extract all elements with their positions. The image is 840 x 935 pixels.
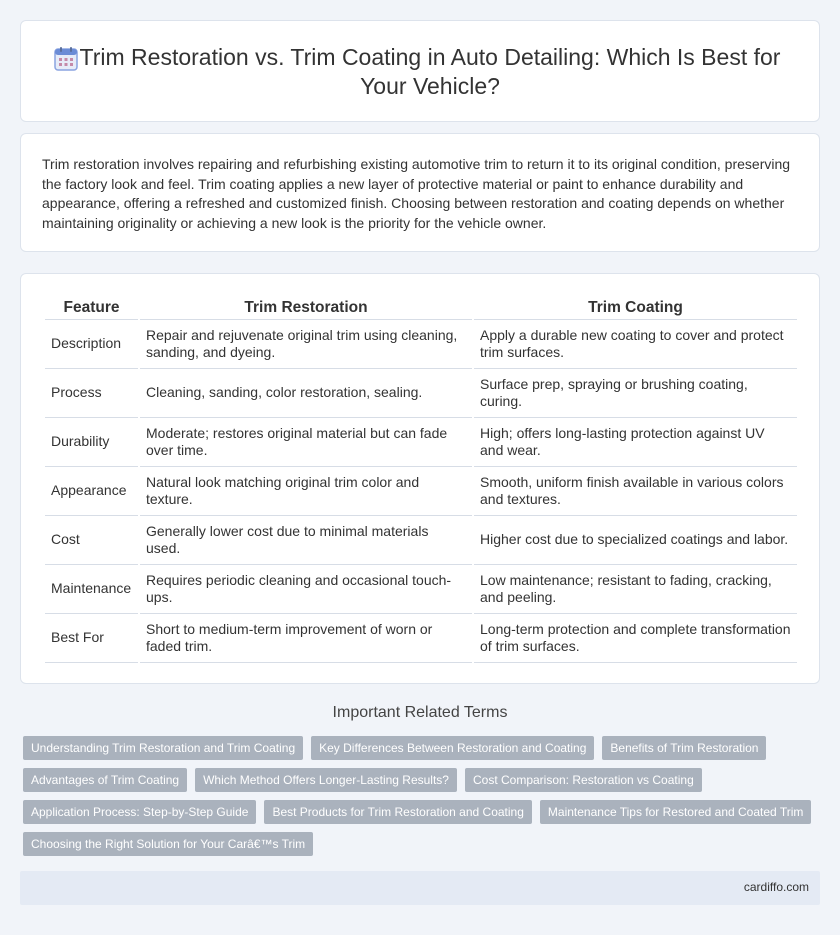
feature-cell: Best For: [45, 614, 138, 663]
footer: [20, 871, 820, 905]
feature-cell: Durability: [45, 418, 138, 467]
coating-cell: Smooth, uniform finish available in various colors and textures.: [474, 467, 797, 516]
feature-cell: Cost: [45, 516, 138, 565]
restoration-cell: Natural look matching original trim color and texture.: [140, 467, 472, 516]
coating-cell: Surface prep, spraying or brushing coating, curing.: [474, 369, 797, 418]
related-term-tag[interactable]: Maintenance Tips for Restored and Coated Trim: [540, 800, 811, 824]
related-terms-list: [23, 736, 823, 864]
feature-cell: Maintenance: [45, 565, 138, 614]
intro-card: [20, 133, 820, 252]
footer-site[interactable]: cardiffo.com: [743, 880, 809, 894]
tag-row: [23, 736, 823, 760]
related-term-tag[interactable]: Understanding Trim Restoration and Trim Coating: [23, 736, 303, 760]
restoration-cell: Generally lower cost due to minimal materials used.: [140, 516, 472, 565]
related-terms-title: Important Related Terms: [332, 704, 508, 721]
restoration-cell: Requires periodic cleaning and occasional touch-ups.: [140, 565, 472, 614]
coating-cell: Low maintenance; resistant to fading, cracking, and peeling.: [474, 565, 797, 614]
header-trim-coating: Trim Coating: [474, 296, 797, 320]
table-row: [45, 369, 797, 418]
header-feature: Feature: [45, 296, 138, 320]
table-row: [45, 467, 797, 516]
coating-cell: Long-term protection and complete transformation of trim surfaces.: [474, 614, 797, 663]
coating-cell: High; offers long-lasting protection against UV and wear.: [474, 418, 797, 467]
tag-row: [23, 800, 823, 824]
restoration-cell: Repair and rejuvenate original trim using cleaning, sanding, and dyeing.: [140, 320, 472, 369]
table-row: [45, 614, 797, 663]
table-row: [45, 320, 797, 369]
related-term-tag[interactable]: Key Differences Between Restoration and Coating: [311, 736, 594, 760]
header-card: [20, 20, 820, 122]
page-title: Trim Restoration vs. Trim Coating in Auto Detailing: Which Is Best for Your Vehicle?: [79, 44, 781, 99]
tag-row: [23, 768, 823, 792]
comparison-table: [43, 296, 799, 663]
table-header-row: [45, 296, 797, 320]
table-row: [45, 565, 797, 614]
related-term-tag[interactable]: Best Products for Trim Restoration and Coating: [264, 800, 531, 824]
related-term-tag[interactable]: Cost Comparison: Restoration vs Coating: [465, 768, 702, 792]
feature-cell: Appearance: [45, 467, 138, 516]
related-term-tag[interactable]: Advantages of Trim Coating: [23, 768, 187, 792]
related-term-tag[interactable]: Which Method Offers Longer-Lasting Results?: [195, 768, 457, 792]
related-term-tag[interactable]: Application Process: Step-by-Step Guide: [23, 800, 256, 824]
table-row: [45, 418, 797, 467]
coating-cell: Higher cost due to specialized coatings and labor.: [474, 516, 797, 565]
header-trim-restoration: Trim Restoration: [140, 296, 472, 320]
intro-paragraph: Trim restoration involves repairing and refurbishing existing automotive trim to return it to its original condition, preserving the factory look and feel. Trim coating applies a new layer of protective material or paint to enhance durability and appearance, offering a refreshed and customized finish. Choosing between restoration and coating depends on whether maintaining originality or achieving a new look is the priority for the vehicle owner.: [42, 156, 791, 231]
restoration-cell: Moderate; restores original material but can fade over time.: [140, 418, 472, 467]
feature-cell: Process: [45, 369, 138, 418]
comparison-card: [20, 273, 820, 684]
related-term-tag[interactable]: Benefits of Trim Restoration: [602, 736, 766, 760]
tag-row: [23, 832, 823, 856]
related-term-tag[interactable]: Choosing the Right Solution for Your Carâ€™s Trim: [23, 832, 313, 856]
restoration-cell: Short to medium-term improvement of worn or faded trim.: [140, 614, 472, 663]
table-row: [45, 516, 797, 565]
restoration-cell: Cleaning, sanding, color restoration, sealing.: [140, 369, 472, 418]
feature-cell: Description: [45, 320, 138, 369]
coating-cell: Apply a durable new coating to cover and protect trim surfaces.: [474, 320, 797, 369]
